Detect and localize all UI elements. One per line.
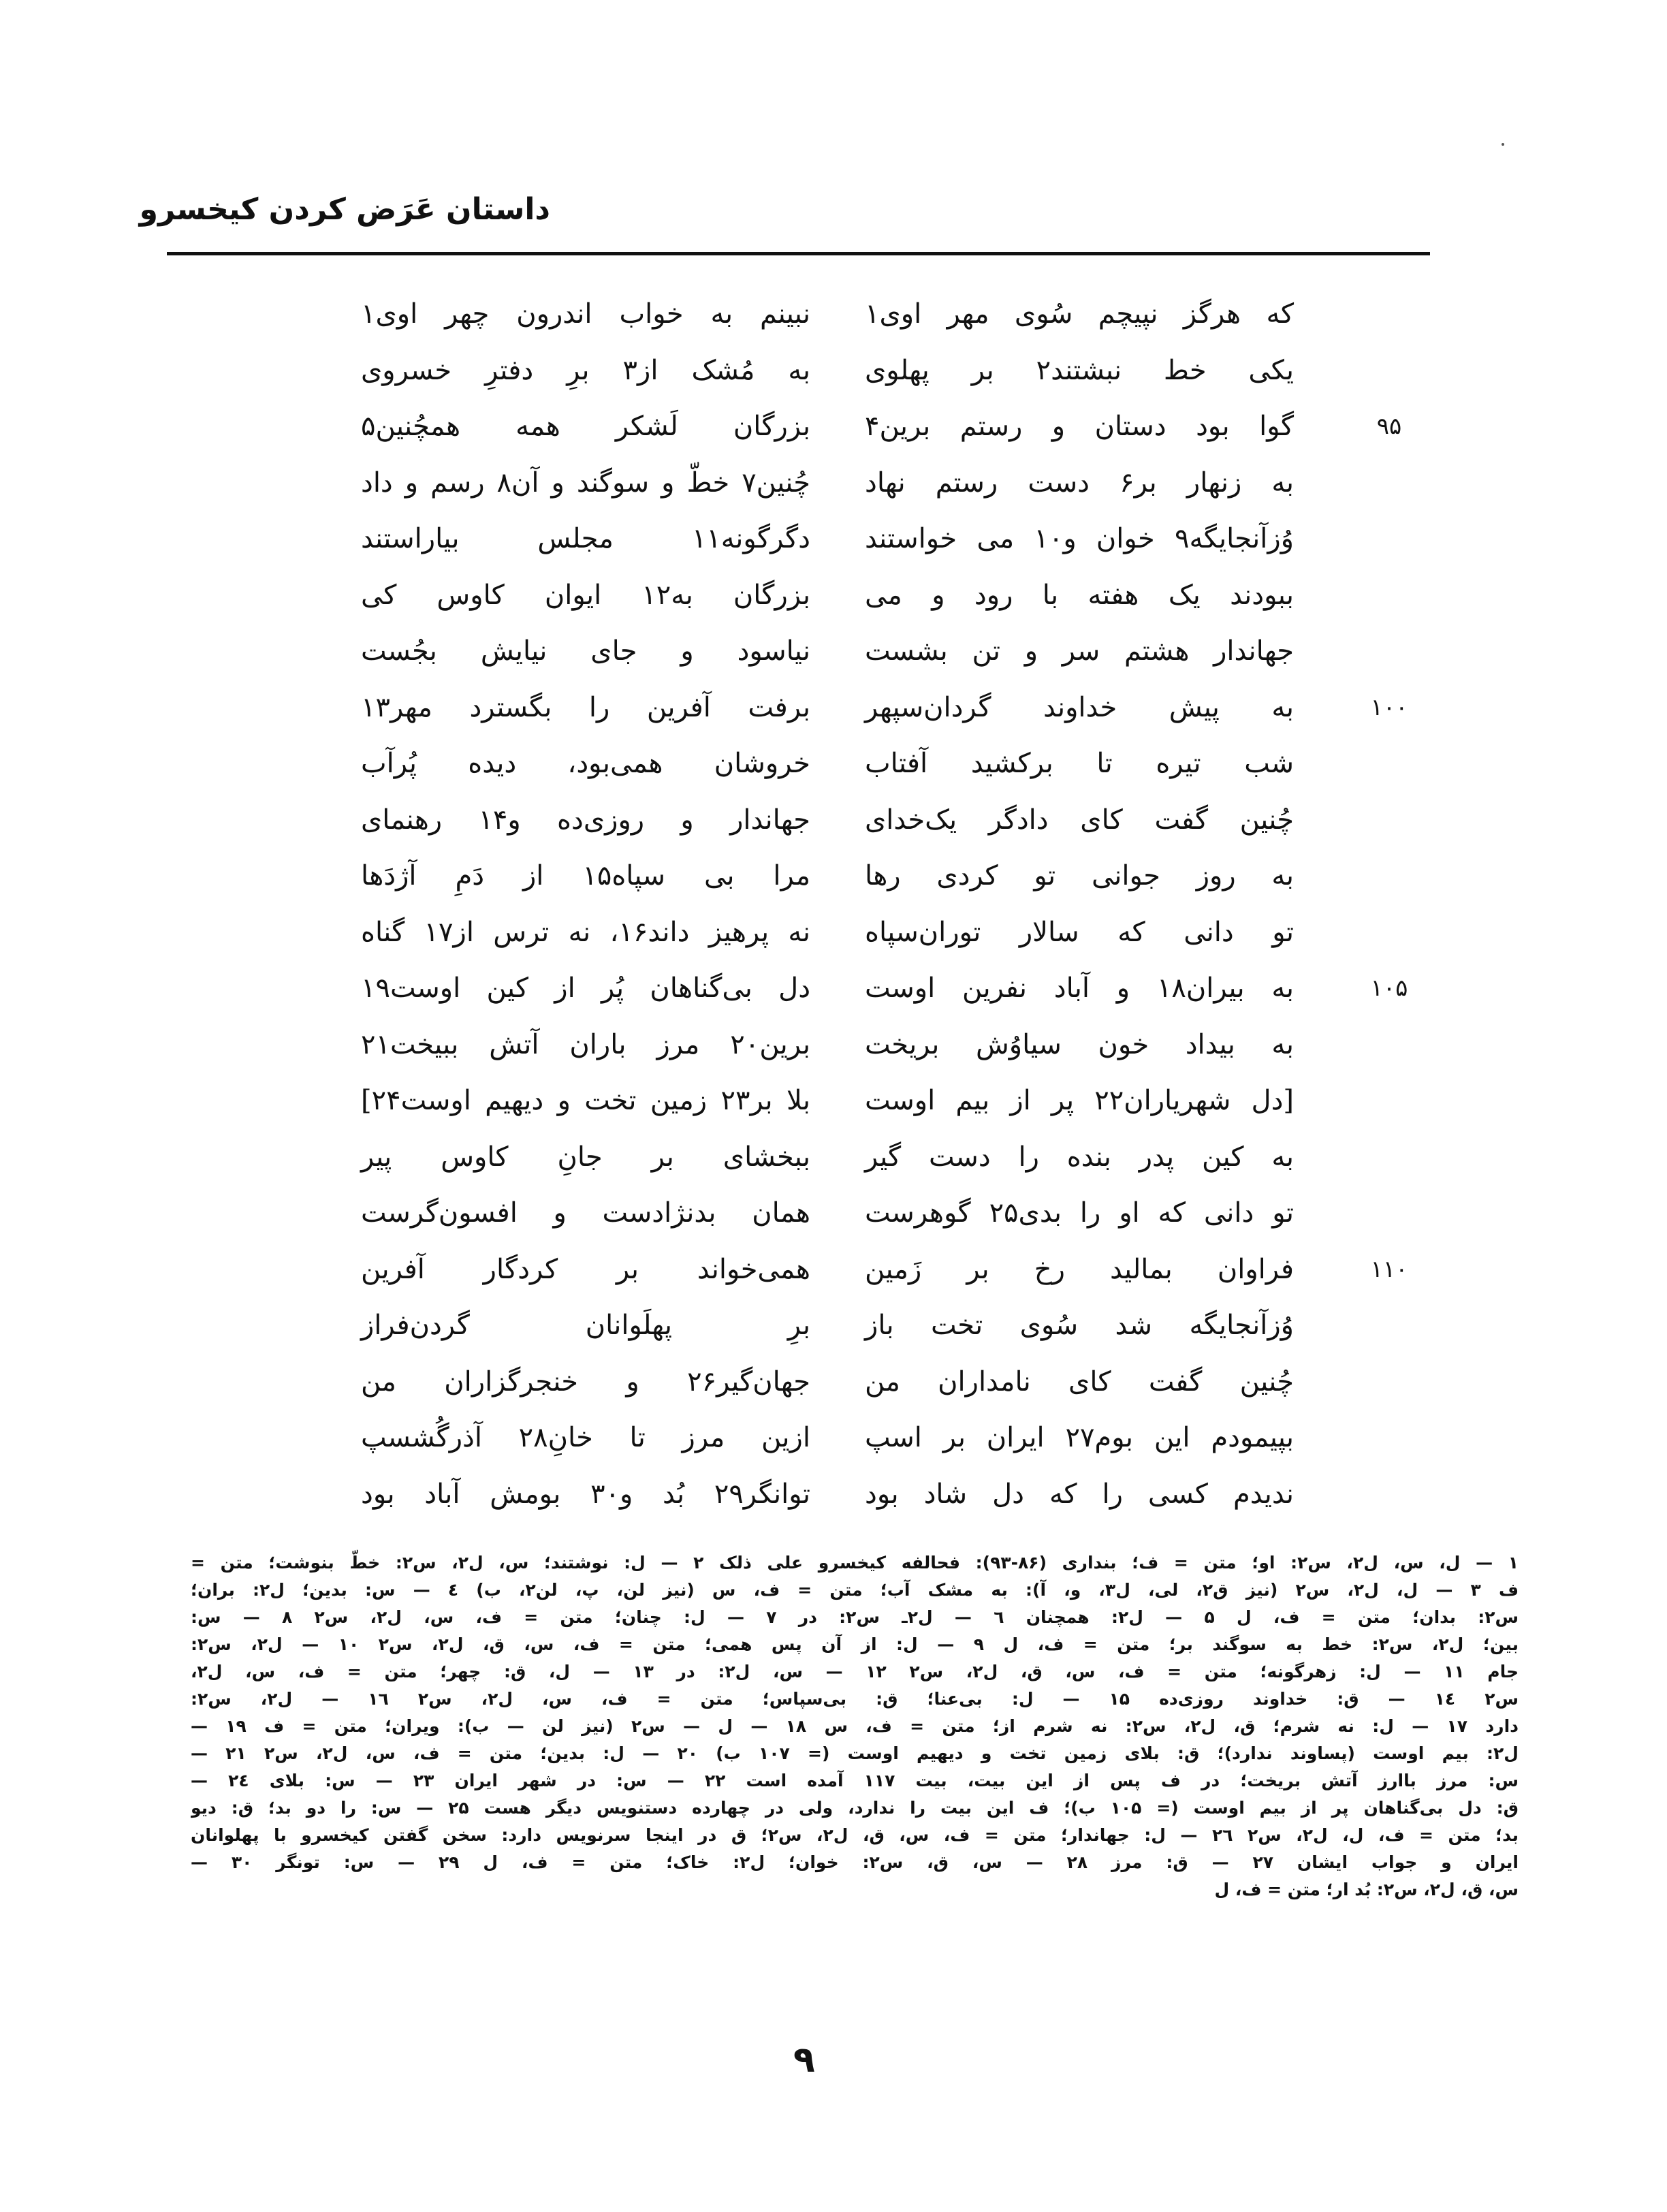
footnote-line: س: مرز باارز آتش بریخت؛ در ف پس از این بیت، بیت ۱۱۷ آمده است ۲۲ — س: در شهر ایران ۲۳ — س: بلای ۲٤ — (191, 1771, 1519, 1790)
verse-row (259, 462, 1430, 505)
hemistich-first: تو دانی که او را بدی۲۵ گوهرست (865, 1197, 1294, 1229)
footnote-line: بد؛ متن = ف، ل، ل۲، س۲ ۲٦ — ل: جهاندار؛ متن = ف، س، ق، ل۲، س۲؛ ق در اینجا سرنویس دارد: سخن گفتن کیخسرو با پهلوانان (191, 1825, 1519, 1845)
hemistich-second: برفت آفرین را بگسترد مهر۱۳ (361, 691, 810, 723)
hemistich-first: وُزآنجایگه شد سُوی تخت باز (865, 1310, 1294, 1341)
hemistich-second: به مُشک از۳ برِ دفترِ خسروی (361, 354, 810, 386)
verse-row (259, 518, 1430, 560)
footnote-line: جام ۱۱ — ل: زهرگونه؛ متن = ف، س، ق، ل۲، س۲ ۱۲ — س، ل۲: در ۱۳ — ل، ق: چهر؛ متن = ف، س، ل۲، (191, 1662, 1519, 1681)
hemistich-second: توانگر۲۹ بُد و۳۰ بومش آباد بود (361, 1478, 810, 1510)
hemistich-second: برین۲۰ مرز باران آتش ببیخت۲۱ (361, 1028, 810, 1060)
footnote-line: س۲ ۱٤ — ق: خداوند روزی‌ده ۱۵ — ل: بی‌عنا؛ ق: بی‌سپاس؛ متن = ف، س، ل۲، س۲ ۱٦ — ل۲، س۲: (191, 1689, 1519, 1709)
verse-row (259, 911, 1430, 954)
verse-row (259, 405, 1430, 448)
hemistich-first: چُنین گفت کای نامداران من (865, 1365, 1294, 1397)
hemistich-first: به بیران۱۸ و آباد نفرین اوست (865, 973, 1294, 1004)
verse-row (259, 1079, 1430, 1122)
hemistich-second: دل بی‌گناهان پُر از کین اوست۱۹ (361, 973, 810, 1004)
hemistich-second: مرا بی سپاه۱۵ از دَمِ آژدَها (361, 860, 810, 891)
verse-row (259, 742, 1430, 785)
verse-row (259, 1024, 1430, 1066)
hemistich-second: دگرگونه۱۱ مجلس بیاراستند (361, 523, 810, 554)
footnote-line: بین؛ ل۲، س۲: خط به سوگند بر؛ متن = ف، ل ۹ — ل: از آن پس همی؛ متن = ف، س، ق، ل۲، س۲ ۱۰ — ل۲، س۲: (191, 1634, 1519, 1654)
hemistich-first: به روز جوانی تو کردی رها (865, 860, 1294, 891)
hemistich-first: به بیداد خون سیاوُش بریخت (865, 1028, 1294, 1060)
hemistich-first: به کین پدر بنده را دست گیر (865, 1141, 1294, 1173)
verse-row (259, 574, 1430, 617)
verse-number: ۱۰۵ (1370, 975, 1408, 1002)
footnote-line: دارد ۱۷ — ل: نه شرم؛ ق، ل۲، س۲: نه شرم از؛ متن = ف، س ۱۸ — ل — س۲ (نیز لن — ب): ویران؛ متن = ف ۱۹ — (191, 1716, 1519, 1736)
hemistich-second: ازین مرز تا خانِ۲۸ آذرگُشسپ (361, 1422, 810, 1453)
hemistich-second: جهان‌گیر۲۶ و خنجرگزاران من (361, 1365, 810, 1397)
hemistich-second: نبینم به خواب اندرون چهر اوی۱ (361, 298, 810, 330)
footnote-line: ۱ — ل، س، ل۲، س۲: او؛ متن = ف؛ بنداری (۸۶-۹۳): فحالفه کیخسرو علی ذلک ۲ — ل: نوشتند؛ س، ل۲، س۲: خطّ بنوشت؛ متن = (191, 1553, 1519, 1573)
hemistich-second: بزرگان لَشکر همه همچُنین۵ (361, 411, 810, 442)
verse-number: ۱۱۰ (1370, 1255, 1408, 1283)
verse-row (259, 1473, 1430, 1516)
verse-row (259, 293, 1430, 336)
hemistich-first: گوا بود دستان و رستم برین۴ (865, 411, 1294, 442)
hemistich-second: بلا بر۲۳ زمین تخت و دیهیم اوست۲۴] (361, 1085, 810, 1116)
footnote-line: ق: دل بی‌گناهان پر از بیم اوست (= ۱۰۵ ب)؛ ف این بیت را ندارد، ولی در چهارده دستنویس دیگر هست ۲۵ — س: را دو بد؛ ق: دیو (191, 1798, 1519, 1818)
hemistich-second: خروشان همی‌بود، دیده پُرآب (361, 748, 810, 779)
hemistich-first: وُزآنجایگه۹ خوان و۱۰ می خواستند (865, 523, 1294, 554)
hemistich-second: برِ پهلَوانان گردن‌فراز (361, 1310, 810, 1341)
verse-row (259, 1192, 1430, 1235)
hemistich-first: بپیمودم این بوم۲۷ ایران بر اسپ (865, 1422, 1295, 1453)
verse-row (259, 855, 1430, 898)
verse-number: ۱۰۰ (1370, 693, 1408, 721)
verse-row (259, 1361, 1430, 1404)
hemistich-first: فراوان بمالید رخ بر زَمین (865, 1253, 1294, 1285)
verse-row (259, 1248, 1430, 1291)
hemistich-second: چُنین۷ خطّ و سوگند و آن۸ رسم و داد (361, 467, 810, 499)
hemistich-second: نیاسود و جای نیایش بجُست (361, 635, 810, 667)
hemistich-first: چُنین گفت کای دادگر یک‌خدای (865, 804, 1294, 836)
hemistich-first: به زنهار بر۶ دست رستم نهاد (865, 467, 1295, 499)
footnote-line: س، ق، ل۲، س۲: بُد ار؛ متن = ف، ل (1214, 1880, 1519, 1899)
footnote-line: س۲: بدان؛ متن = ف، ل ۵ — ل۲: همچنان ٦ — ل۲ـ س۲: در ۷ — ل: چنان؛ متن = ف، س، ل۲، س۲ ۸ — س: (191, 1607, 1519, 1627)
verse-row (259, 630, 1430, 673)
footnote-line: ایران و جواب ایشان ۲۷ — ق: مرز ۲۸ — س، ق، س۲: خوان؛ ل۲: خاک؛ متن = ف، ل ۲۹ — س: تونگر ۳۰ — (191, 1852, 1519, 1872)
hemistich-first: [دل شهریاران۲۲ پر از بیم اوست (865, 1085, 1295, 1116)
hemistich-second: جهاندار و روزی‌ده و۱۴ رهنمای (361, 804, 810, 836)
hemistich-first: تو دانی که سالار توران‌سپاه (865, 916, 1294, 948)
chapter-title: داستان عَرَض کردن کیخسرو (139, 192, 550, 227)
hemistich-second: بزرگان به۱۲ ایوان کاوس کی (361, 579, 810, 611)
verse-number: ۹۵ (1376, 413, 1402, 440)
hemistich-second: همی‌خواند بر کردگار آفرین (361, 1253, 810, 1285)
verse-row (259, 349, 1430, 392)
hemistich-first: جهاندار هشتم سر و تن بشست (865, 635, 1294, 667)
header-rule (167, 252, 1430, 255)
verse-row (259, 1136, 1430, 1179)
page-number: ۹ (793, 2040, 815, 2081)
hemistich-first: شب تیره تا برکشید آفتاب (865, 748, 1294, 779)
scan-speck (1502, 143, 1504, 146)
verse-block (259, 293, 1430, 1560)
verse-row (259, 1304, 1430, 1347)
hemistich-first: ببودند یک هفته با رود و می (865, 579, 1294, 611)
verse-row (259, 1417, 1430, 1459)
hemistich-second: ببخشای بر جانِ کاوس پیر (361, 1141, 810, 1173)
verse-row (259, 686, 1430, 729)
hemistich-second: نه پرهیز داند۱۶، نه ترس از۱۷ گناه (361, 916, 811, 948)
footnote-line: ل۲: بیم اوست (پساوند ندارد)؛ ق: بلای زمین تخت و دیهیم اوست (= ۱۰۷ ب) ۲۰ — ل: بدین؛ متن = ف، س، ل۲، س۲ ۲۱ — (191, 1743, 1519, 1763)
hemistich-second: همان بدنژادست و افسون‌گرست (361, 1197, 810, 1229)
footnotes (191, 1549, 1519, 1903)
footnote-line: ف ۳ — ل، ل۲، س۲ (نیز ق۲، لی، ل۳، و، آ): به مشک آب؛ متن = ف، س (نیز لن، پ، لن۲، ب) ٤ — س: بدین؛ ل۲: بران؛ (191, 1580, 1519, 1600)
verse-row (259, 967, 1430, 1010)
hemistich-first: که هرگز نپیچم سُوی مهر اوی۱ (865, 298, 1294, 330)
hemistich-first: به پیش خداوند گردان‌سپهر (865, 691, 1294, 723)
hemistich-first: ندیدم کسی را که دل شاد بود (865, 1478, 1294, 1510)
hemistich-first: یکی خط نبشتند۲ بر پهلوی (865, 354, 1294, 386)
verse-row (259, 799, 1430, 842)
